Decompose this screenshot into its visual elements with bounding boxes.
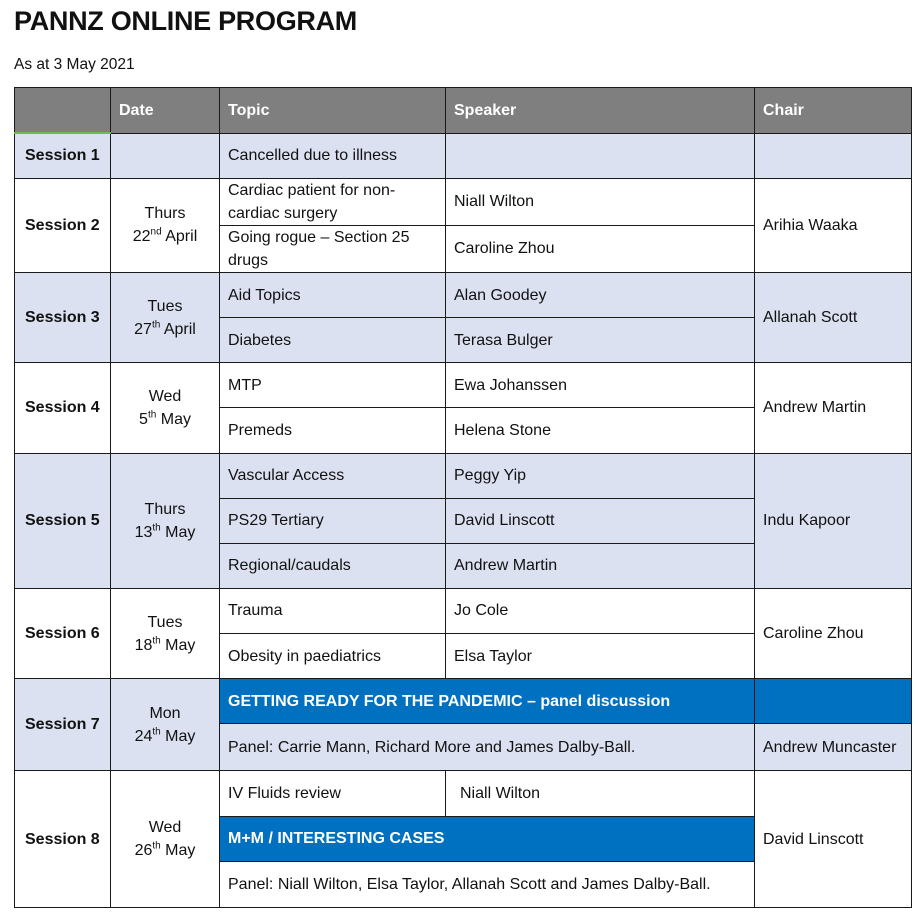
table-row [15,363,912,408]
table-row [15,273,912,318]
speaker-cell: Niall Wilton [446,178,755,225]
session-label: Session 6 [15,588,111,678]
session-label: Session 4 [15,363,111,453]
chair-cell: Andrew Muncaster [755,724,912,771]
date-month: May [165,727,196,745]
header-chair: Chair [755,88,912,134]
speaker-cell: Peggy Yip [446,453,755,498]
date-suffix: th [151,319,161,331]
date-month: April [165,228,198,246]
date-day: Thurs [144,205,186,223]
topic-cell: MTP [220,363,446,408]
chair-cell: Caroline Zhou [755,588,912,678]
speaker-cell: Caroline Zhou [446,225,755,272]
table-row [15,453,912,498]
date-cell [111,133,220,178]
program-table [14,87,912,908]
date-month: May [165,842,196,860]
speaker-cell: Niall Wilton [446,771,755,816]
date-number: 13 [134,523,153,541]
date-number: 27 [134,320,152,338]
date-suffix: th [152,635,161,647]
date-number: 5 [139,410,148,428]
topic-cell: Cancelled due to illness [220,133,446,178]
date-month: May [160,410,191,428]
speaker-cell: Jo Cole [446,588,755,633]
date-day: Tues [147,613,183,631]
session-label: Session 5 [15,453,111,588]
session-label: Session 3 [15,273,111,363]
chair-cell: Indu Kapoor [755,453,912,588]
date-day: Wed [148,387,182,405]
date-number: 22 [132,228,151,246]
speaker-cell: Helena Stone [446,408,755,453]
date-number: 24 [134,727,153,745]
date-month: May [165,523,196,541]
date-day: Mon [149,704,181,722]
date-suffix: th [147,409,157,421]
topic-cell: PS29 Tertiary [220,498,446,543]
topic-cell: Regional/caudals [220,543,446,588]
speaker-cell: Terasa Bulger [446,318,755,363]
topic-cell: Premeds [220,408,446,453]
date-cell [111,453,220,588]
date-number: 26 [134,842,153,860]
panel-cell: Panel: Carrie Mann, Richard More and James Dalby-Ball. [220,724,755,771]
header-row [15,88,912,134]
speaker-cell: Ewa Johanssen [446,363,755,408]
topic-cell: Trauma [220,588,446,633]
topic-cell: IV Fluids review [220,771,446,816]
chair-cell: Allanah Scott [755,273,912,363]
session-label: Session 1 [15,133,111,178]
date-month: May [165,636,196,654]
topic-cell: Obesity in paediatrics [220,634,446,679]
chair-cell: Arihia Waaka [755,178,912,272]
date-month: April [163,320,196,338]
date-cell [111,588,220,678]
panel-cell: Panel: Niall Wilton, Elsa Taylor, Allanah Scott and James Dalby-Ball. [220,861,755,907]
as-at-date: As at 3 May 2021 [14,56,135,73]
speaker-cell [446,133,755,178]
page-title: PANNZ ONLINE PROGRAM [14,6,357,36]
date-number: 18 [134,636,153,654]
date-day: Thurs [144,500,186,518]
table-row [15,133,912,178]
session-banner: M+M / INTERESTING CASES [220,816,755,861]
chair-cell [755,133,912,178]
date-cell [111,178,220,272]
banner-chair-cell [755,679,912,724]
date-suffix: th [152,726,161,738]
date-suffix: th [152,522,161,534]
topic-cell: Diabetes [220,318,446,363]
topic-cell: Vascular Access [220,453,446,498]
date-suffix: nd [150,227,162,239]
speaker-cell: David Linscott [446,498,755,543]
topic-cell: Aid Topics [220,273,446,318]
table-row [15,679,912,724]
date-cell [111,679,220,771]
date-day: Wed [148,819,182,837]
table-row [15,771,912,816]
speaker-cell: Elsa Taylor [446,634,755,679]
topic-cell: Cardiac patient for non-cardiac surgery [220,178,446,225]
session-label: Session 8 [15,771,111,908]
session-label: Session 7 [15,679,111,771]
table-row [15,588,912,633]
topic-cell: Going rogue – Section 25 drugs [220,225,446,272]
date-suffix: th [152,840,161,852]
speaker-cell: Andrew Martin [446,543,755,588]
date-day: Tues [147,297,183,315]
header-topic: Topic [220,88,446,134]
header-date: Date [111,88,220,134]
speaker-cell: Alan Goodey [446,273,755,318]
header-blank [15,88,111,134]
date-cell [111,363,220,453]
table-row [15,178,912,225]
chair-cell: David Linscott [755,771,912,908]
session-label: Session 2 [15,178,111,272]
date-cell [111,273,220,363]
session-banner: GETTING READY FOR THE PANDEMIC – panel discussion [220,679,755,724]
header-speaker: Speaker [446,88,755,134]
date-cell [111,771,220,908]
chair-cell: Andrew Martin [755,363,912,453]
